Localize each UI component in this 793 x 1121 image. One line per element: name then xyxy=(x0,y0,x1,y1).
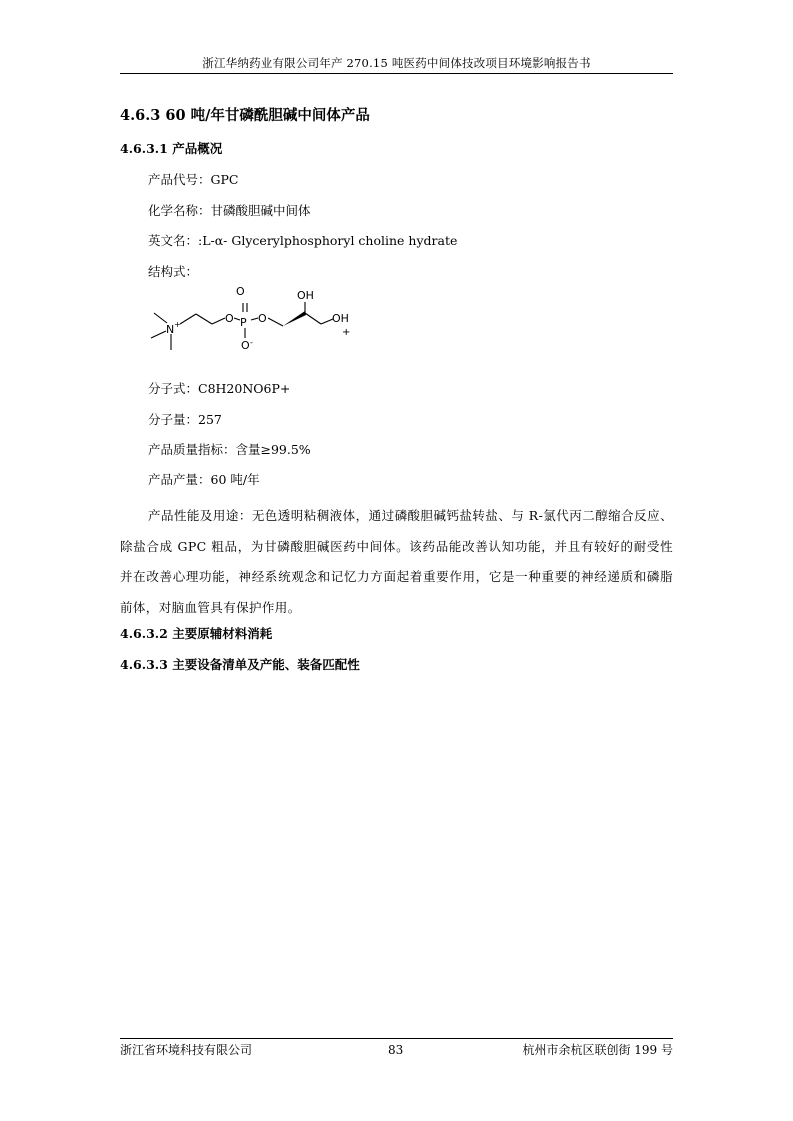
usage-paragraph: 产品性能及用途：无色透明粘稠液体，通过磷酸胆碱钙盐转盐、与 R-氯代丙二醇缩合反应、除盐合成 GPC 粗品，为甘磷酸胆碱医药中间体。该药品能改善认知功能，并且有较好的耐受性并在改善心理功能，神经系统观念和记忆力方面起着重要作用，它是一种重要的神经递质和磷脂前体，对脑血管具有保护作用。 xyxy=(120,508,673,616)
atom-n: N xyxy=(166,323,175,336)
english-name: 英文名：:L-α- Glycerylphosphoryl choline hydrate xyxy=(148,233,458,248)
structural-formula xyxy=(140,282,370,360)
atom-o-left: O xyxy=(225,312,234,325)
atom-o-bottom: O xyxy=(241,339,250,352)
atom-o-top: O xyxy=(236,285,245,298)
structure-label: 结构式： xyxy=(148,264,199,279)
atom-n-plus: + xyxy=(174,320,181,329)
atom-o-minus: - xyxy=(250,338,253,347)
product-code: 产品代号：GPC xyxy=(148,172,239,187)
page-header: 浙江华纳药业有限公司年产 270.15 吨医药中间体技改项目环境影响报告书 xyxy=(202,56,591,70)
header-divider xyxy=(120,73,673,74)
subsection-heading-equipment: 4.6.3.3 主要设备清单及产能、装备匹配性 xyxy=(120,657,360,672)
atom-o-right: O xyxy=(258,312,267,325)
atom-p: P xyxy=(240,316,247,329)
molecular-formula: 分子式：C8H20NO6P+ xyxy=(148,381,291,396)
atom-oh-top: OH xyxy=(297,289,314,302)
atom-oh-right: OH xyxy=(332,312,349,325)
section-heading: 4.6.3 60 吨/年甘磷酰胆碱中间体产品 xyxy=(120,107,370,124)
footer-company: 浙江省环境科技有限公司 xyxy=(120,1043,253,1057)
molecular-weight: 分子量：257 xyxy=(148,412,222,427)
footer-divider xyxy=(120,1038,673,1039)
subsection-heading-materials: 4.6.3.2 主要原辅材料消耗 xyxy=(120,626,273,641)
atom-plus: + xyxy=(342,327,351,338)
subsection-heading-overview: 4.6.3.1 产品概况 xyxy=(120,141,223,156)
product-output: 产品产量：60 吨/年 xyxy=(148,472,260,487)
footer-address: 杭州市余杭区联创街 199 号 xyxy=(522,1043,673,1057)
chemical-name: 化学名称：甘磷酸胆碱中间体 xyxy=(148,203,311,218)
page-number: 83 xyxy=(388,1043,404,1057)
quality-index: 产品质量指标：含量≥99.5% xyxy=(148,442,311,457)
